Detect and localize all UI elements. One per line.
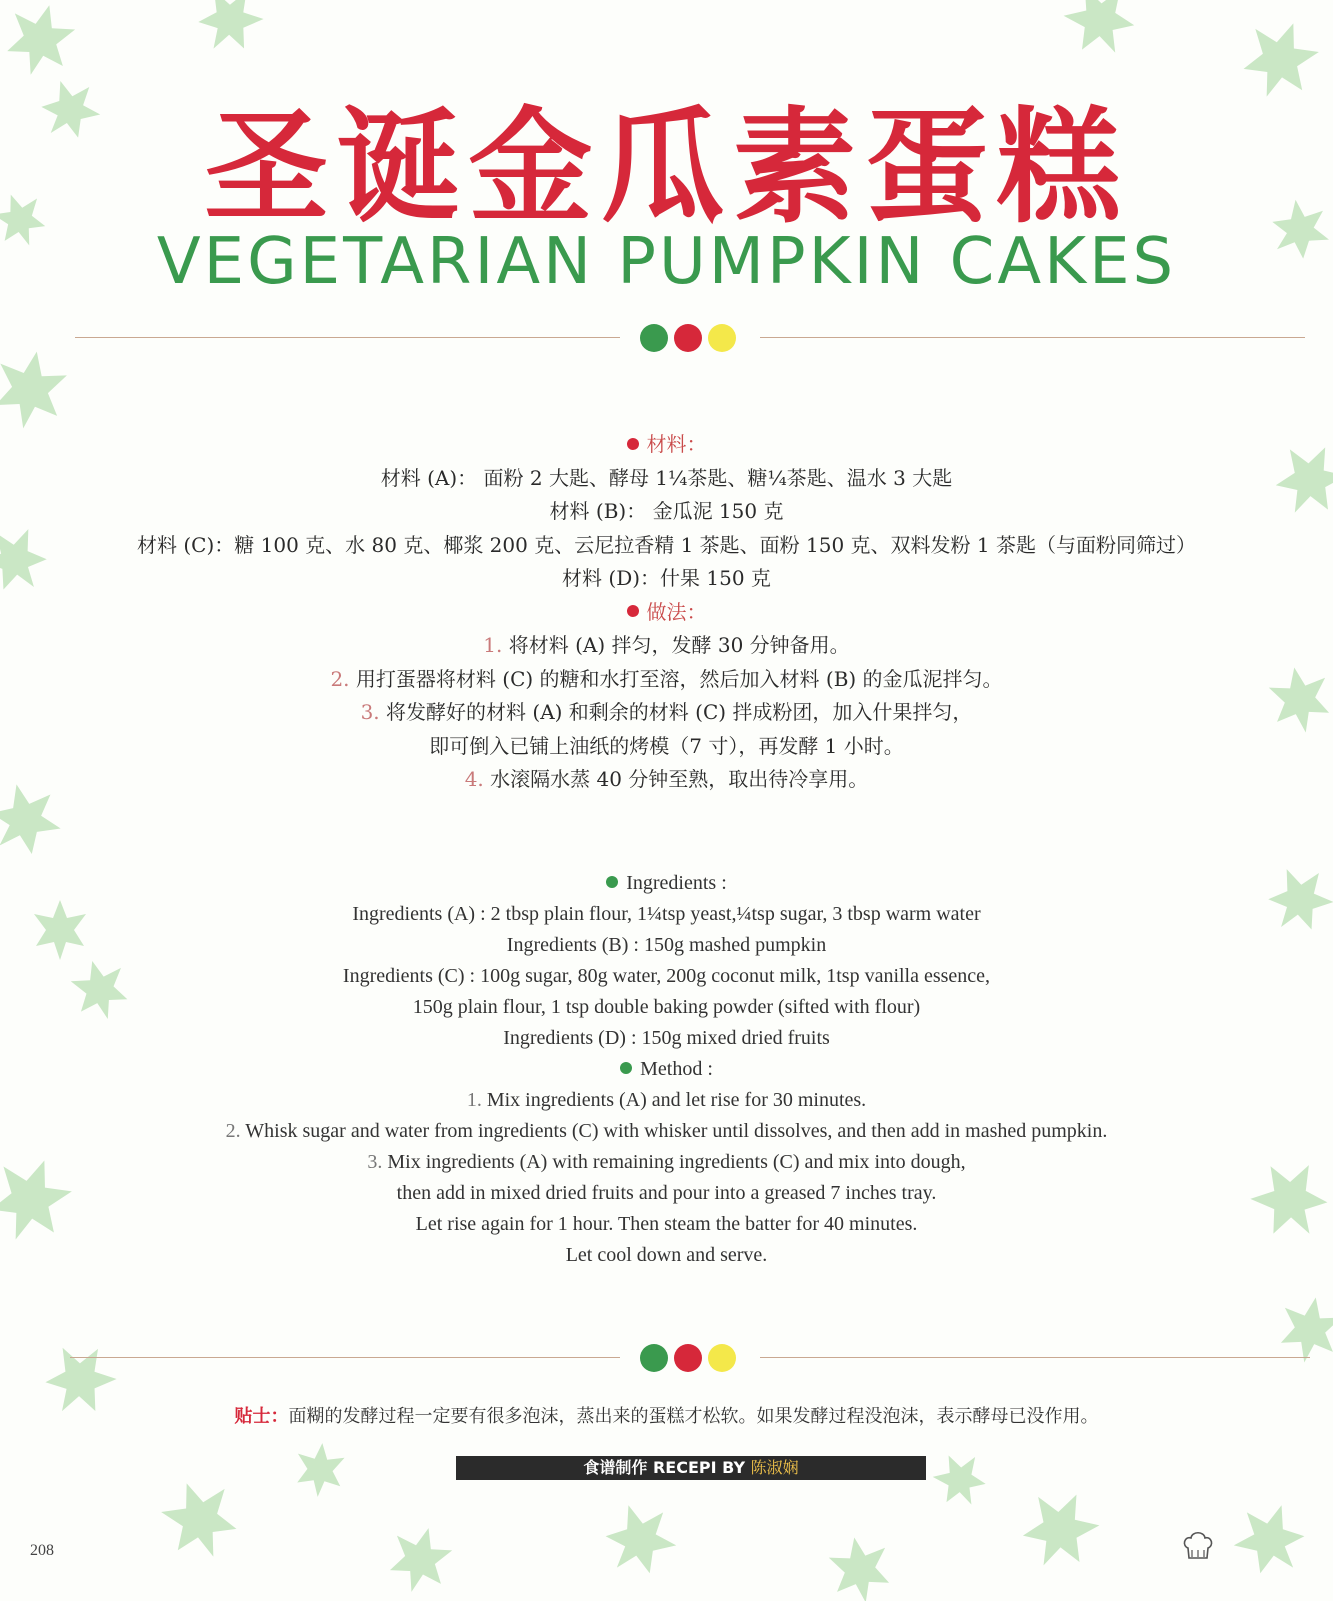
tip-text: 面糊的发酵过程一定要有很多泡沫，蒸出来的蛋糕才松软。如果发酵过程没泡沫，表示酵母已没作用。 <box>288 1406 1099 1427</box>
cn-ingredient-c: 材料 (C)：糖 100 克、水 80 克、椰浆 200 克、云尼拉香精 1 茶匙、面粉 150 克、双料发粉 1 茶匙（与面粉同筛过） <box>137 532 1196 557</box>
bottom-divider <box>70 1348 1320 1368</box>
cn-method-step-2: 2. 用打蛋器将材料 (C) 的糖和水打至溶，然后加入材料 (B) 的金瓜泥拌匀。 <box>330 666 1003 691</box>
english-recipe <box>0 868 1333 1271</box>
en-ingredient-c: Ingredients (C) : 100g sugar, 80g water, 200g coconut milk, 1tsp vanilla essence, <box>342 965 991 987</box>
en-method-step-3: 3. Mix ingredients (A) with remaining ingredients (C) and mix into dough, <box>367 1151 966 1173</box>
yellow-dot-icon <box>708 324 736 352</box>
recipe-credit <box>456 1456 926 1480</box>
en-ingredient-d: Ingredients (D) : 150g mixed dried fruits <box>503 1027 830 1049</box>
cn-ingredient-b: 材料 (B)： 金瓜泥 150 克 <box>549 499 784 523</box>
top-divider <box>70 328 1320 348</box>
divider-line-left <box>70 1357 620 1358</box>
title-chinese: 圣诞金瓜素蛋糕 <box>204 96 1129 240</box>
en-method-heading: Method : <box>0 1054 1333 1085</box>
cn-method-step-4: 4. 水滚隔水蒸 40 分钟至熟，取出待冷享用。 <box>464 767 869 791</box>
en-ingredient-a: Ingredients (A) : 2 tbsp plain flour, 1¼tsp yeast,¼tsp sugar, 3 tbsp warm water <box>352 903 981 925</box>
tip-note <box>0 1402 1333 1428</box>
cn-ingredients-heading: 材料： <box>0 428 1333 462</box>
en-ingredient-c-cont: 150g plain flour, 1 tsp double baking powder (sifted with flour) <box>412 996 921 1018</box>
en-method-step-1: 1. Mix ingredients (A) and let rise for 30 minutes. <box>466 1089 867 1111</box>
en-method-step-2: 2. Whisk sugar and water from ingredients (C) with whisker until dissolves, and then add in mashed pumpkin. <box>225 1120 1108 1142</box>
credit-label: 食谱制作 RECEPI BY <box>583 1458 746 1477</box>
en-method-step-3-cont-1: then add in mixed dried fruits and pour into a greased 7 inches tray. <box>396 1182 937 1204</box>
cn-method-heading: 做法： <box>0 596 1333 630</box>
divider-line-left <box>75 337 620 338</box>
page-number: 208 <box>30 1542 54 1559</box>
red-dot-icon <box>674 1344 702 1372</box>
credit-name: 陈淑娴 <box>750 1458 799 1477</box>
red-bullet-icon <box>627 438 639 450</box>
chinese-recipe <box>0 428 1333 797</box>
cn-ingredient-d: 材料 (D)：什果 150 克 <box>562 566 771 590</box>
cn-ingredient-a: 材料 (A)： 面粉 2 大匙、酵母 1¼茶匙、糖¼茶匙、温水 3 大匙 <box>380 465 953 490</box>
green-bullet-icon <box>606 876 618 888</box>
en-ingredients-heading: Ingredients : <box>0 868 1333 899</box>
chef-hat-icon <box>1180 1528 1216 1564</box>
green-bullet-icon <box>620 1062 632 1074</box>
divider-dots <box>640 328 740 348</box>
divider-line-right <box>760 1357 1310 1358</box>
cn-method-step-3: 3. 将发酵好的材料 (A) 和剩余的材料 (C) 拌成粉团，加入什果拌匀， <box>360 700 973 724</box>
divider-line-right <box>760 337 1305 338</box>
cn-method-step-1: 1. 将材料 (A) 拌匀，发酵 30 分钟备用。 <box>483 633 850 657</box>
tip-label: 贴士： <box>234 1406 289 1427</box>
title-english: VEGETARIAN PUMPKIN CAKES <box>156 225 1177 299</box>
red-bullet-icon <box>627 605 639 617</box>
cn-method-step-3-cont: 即可倒入已铺上油纸的烤模（7 寸），再发酵 1 小时。 <box>429 733 904 758</box>
en-ingredient-b: Ingredients (B) : 150g mashed pumpkin <box>506 934 827 956</box>
green-dot-icon <box>640 1344 668 1372</box>
yellow-dot-icon <box>708 1344 736 1372</box>
en-method-step-3-cont-2: Let rise again for 1 hour. Then steam the batter for 40 minutes. <box>415 1213 918 1235</box>
divider-dots <box>640 1348 740 1368</box>
en-method-step-3-cont-3: Let cool down and serve. <box>565 1244 768 1266</box>
green-dot-icon <box>640 324 668 352</box>
red-dot-icon <box>674 324 702 352</box>
